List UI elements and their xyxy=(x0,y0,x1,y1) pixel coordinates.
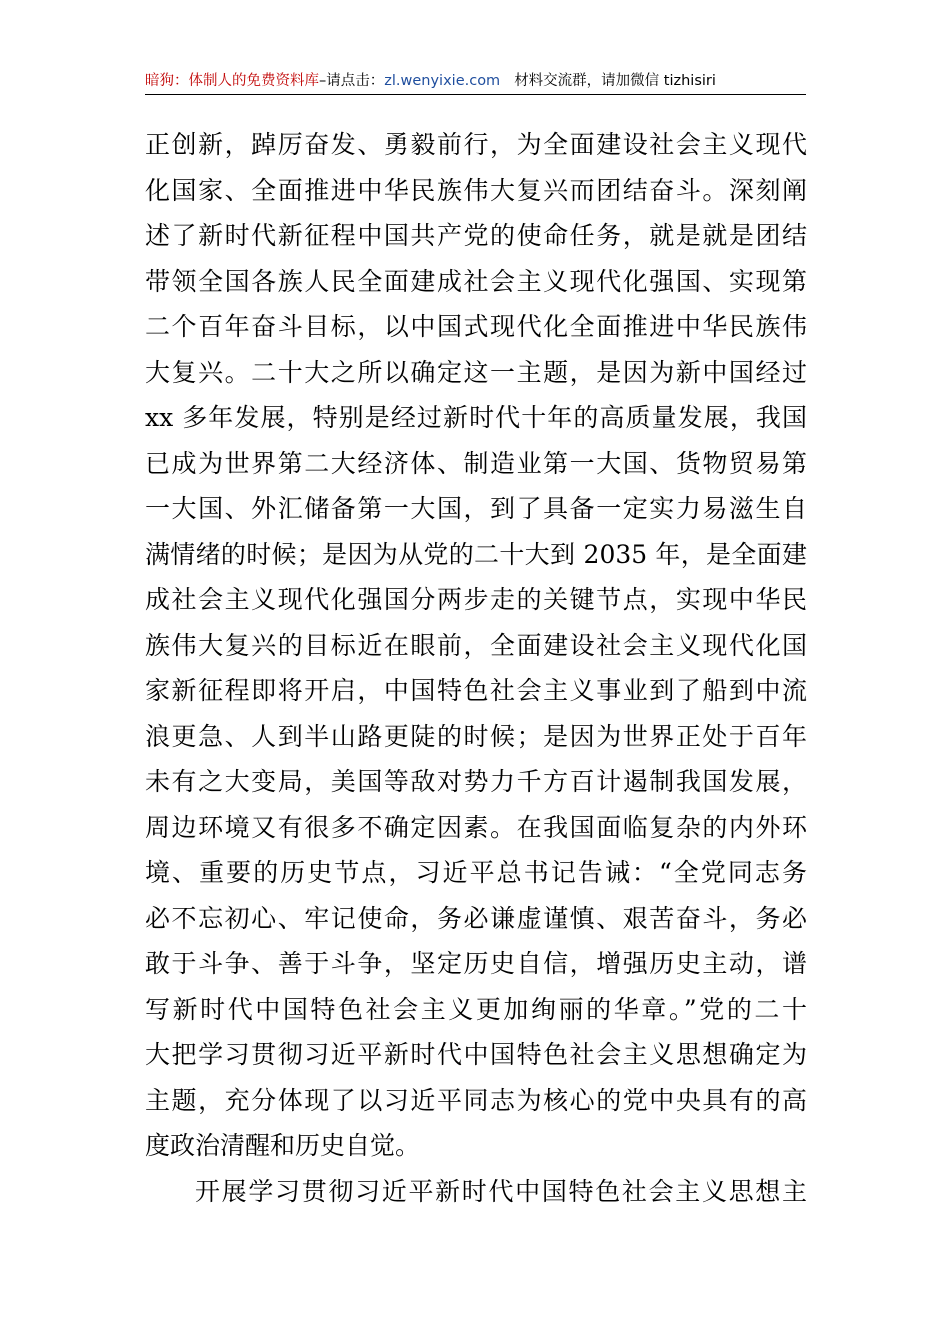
text-line: 化国家、全面推进中华民族伟大复兴而团结奋斗。深刻阐 xyxy=(145,175,807,205)
text-line: 主题，充分体现了以习近平同志为核心的党中央具有的高 xyxy=(145,1085,807,1115)
text-line: 族伟大复兴的目标近在眼前，全面建设社会主义现代化国 xyxy=(145,630,807,660)
header-prompt: –请点击： xyxy=(319,73,385,89)
document-body xyxy=(145,122,807,1214)
text-line: 家新征程即将开启，中国特色社会主义事业到了船到中流 xyxy=(145,676,807,705)
text-line: 一大国、外汇储备第一大国，到了具备一定实力易滋生自 xyxy=(145,494,807,523)
text-line: 二个百年奋斗目标，以中国式现代化全面推进中华民族伟 xyxy=(145,312,807,341)
text-line: 必不忘初心、牢记使命，务必谦虚谨慎、艰苦奋斗，务必 xyxy=(145,903,807,933)
text-line: 大把学习贯彻习近平新时代中国特色社会主义思想确定为 xyxy=(145,1040,807,1069)
text-line: 大复兴。二十大之所以确定这一主题，是因为新中国经过 xyxy=(145,357,807,387)
text-line: 成社会主义现代化强国分两步走的关键节点，实现中华民 xyxy=(145,585,807,614)
text-line: 度政治清醒和历史自觉。 xyxy=(145,1131,421,1160)
text-line: 述了新时代新征程中国共产党的使命任务，就是就是团结 xyxy=(145,221,807,250)
text-line: 满情绪的时候；是因为从党的二十大到 2035 年，是全面建 xyxy=(145,539,807,569)
text-line: 已成为世界第二大经济体、制造业第一大国、货物贸易第 xyxy=(145,448,807,478)
header-link[interactable]: zl.wenyixie.com xyxy=(384,73,501,89)
text-line: 正创新，踔厉奋发、勇毅前行，为全面建设社会主义现代 xyxy=(145,130,807,159)
header-brand: 暗狗：体制人的免费资料库 xyxy=(145,73,319,89)
text-line: 写新时代中国特色社会主义更加绚丽的华章。”党的二十 xyxy=(145,994,807,1024)
text-line: 浪更急、人到半山路更陡的时候；是因为世界正处于百年 xyxy=(145,721,807,751)
text-line: xx 多年发展，特别是经过新时代十年的高质量发展，我国 xyxy=(145,403,807,432)
text-line: 开展学习贯彻习近平新时代中国特色社会主义思想主 xyxy=(195,1176,807,1206)
text-line: 带领全国各族人民全面建成社会主义现代化强国、实现第 xyxy=(145,266,807,296)
text-line: 敢于斗争、善于斗争，坚定历史自信，增强历史主动，谱 xyxy=(145,949,807,978)
paragraph xyxy=(145,1169,807,1215)
header-contact: 材料交流群，请加微信 tizhisiri xyxy=(514,73,716,89)
page-header xyxy=(145,70,806,95)
text-line: 境、重要的历史节点，习近平总书记告诫：“全党同志务 xyxy=(145,858,807,887)
text-line: 周边环境又有很多不确定因素。在我国面临复杂的内外环 xyxy=(145,812,807,842)
text-line: 未有之大变局，美国等敌对势力千方百计遏制我国发展， xyxy=(145,767,807,796)
paragraph xyxy=(145,122,807,1169)
